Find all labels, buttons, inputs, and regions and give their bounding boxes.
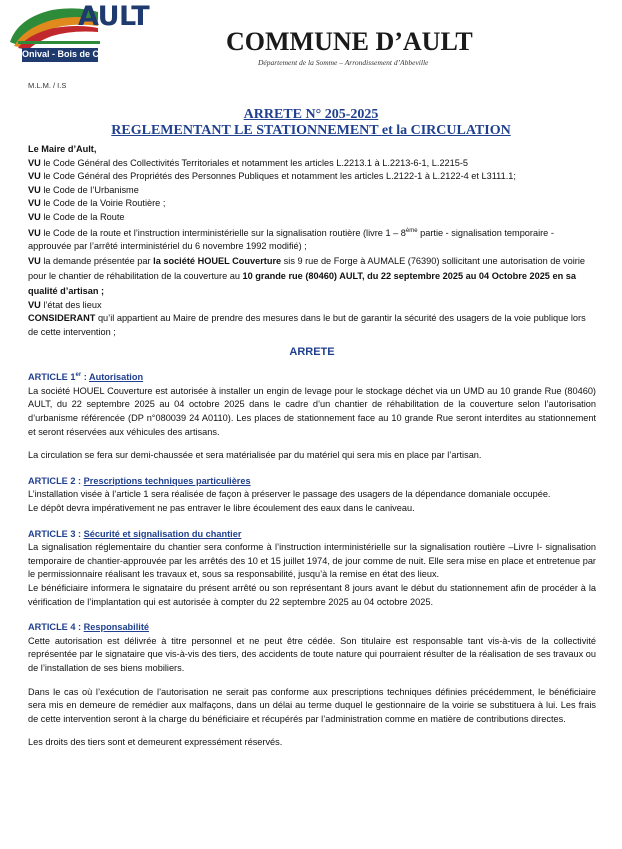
article-2-text-1: L’installation visée à l’article 1 sera réalisée de façon à préserver le passage des usagers de la dépendance domaniale occupée. [28,489,551,500]
arrete-heading: ARRETE [289,345,335,358]
vu-line-7: VU la demande présentée par la société HOUEL Couverture sis 9 rue de Forge à AUMALE (76390) sollicitant une autorisation de voirie pour le chantier de réhabilitation de la couverture au 10 grande rue (80460) AULT, du 22 septembre 2025 au 04 Octobre 2025 en sa qualité d’artisan ; [28,255,585,296]
article-4-text-3: Les droits des tiers sont et demeurent expressément réservés. [28,737,283,748]
arrete-subject: REGLEMENTANT LE STATIONNEMENT et la CIRCULATION [111,123,511,138]
logo-subtitle: Onival - Bois de Cise [22,49,112,59]
vu-line-6: VU le Code de la route et l’instruction interministérielle sur la signalisation routière (livre 1 – 8ème partie - signalisation temporaire - approuvée par l’arrêté interministériel du 6 novembre 1992 modifié) ; [28,227,554,252]
article-1-text: La société HOUEL Couverture est autorisée à installer un engin de levage pour le stockage déchet via un UMD au 10 grande Rue (80460) AULT, du 22 septembre 2025 au 04 octobre 2025 dans le cadre d’un chantier de réhabilitation de la couverture selon l’autorisation d’urbanisme référencée (DP n°080039 24 A0110). Les places de stationnement face au 10 grande Rue seront interdites au stationnement et seront réservées aux véhicules des artisans. [28,385,596,437]
vu-line-1: VU le Code Général des Collectivités Territoriales et notamment les articles L.2213.1 à L.2213-6-1, L.2215-5 [28,157,469,168]
logo-text: AULT [78,1,150,32]
document-body [28,143,596,750]
article-1-title: ARTICLE 1er : Autorisation [28,372,144,383]
vu-line-2: VU le Code Général des Propriétés des Personnes Publiques et notamment les articles L.2122-1 à L.2122-4 et L3111.1; [28,171,516,182]
article-2-title: ARTICLE 2 : Prescriptions techniques particulières [28,475,251,486]
article-3-text-1: La signalisation réglementaire du chantier sera conforme à l’instruction interministérielle sur la signalisation routière –Livre I- signalisation temporaire de chantier-approuvée par les arrêtés des 10 et 15 juillet 1974, de jour comme de nuit. Elle sera mise en place et entretenue par le permissionnaire réalisant les travaux et, sous sa responsabilité, jusqu’à la remise en état des lieux. [28,542,596,580]
article-3-title: ARTICLE 3 : Sécurité et signalisation du chantier [28,528,242,539]
vu-line-5: VU le Code de la Route [28,211,125,222]
vu-line-4: VU le Code de la Voirie Routière ; [28,198,166,209]
maire-line: Le Maire d’Ault, [28,144,97,154]
article-2-text-2: Le dépôt devra impérativement ne pas entraver le libre écoulement des eaux dans le caniveau. [28,503,415,513]
vu-line-8: VU l’état des lieux [28,299,102,310]
commune-title: COMMUNE D’AULT [226,27,473,56]
article-1-circulation: La circulation se fera sur demi-chaussée et sera matérialisée par du matériel qui sera mis en place par l’artisan. [28,450,482,461]
department-line: Département de la Somme – Arrondissement d’Abbeville [258,58,429,67]
considerant-line: CONSIDERANT qu’il appartient au Maire de prendre des mesures dans le but de garantir la sécurité des usagers de la voie publique lors de cette intervention ; [28,313,586,337]
reference-code: M.L.M. / I.S [28,81,67,90]
arrete-number: ARRETE N° 205-2025 [243,107,379,122]
article-4-text-2: Dans le cas où l’exécution de l’autorisation ne serait pas conforme aux prescriptions techniques définies précédemment, le bénéficiaire sera mis en demeure de remédier aux malfaçons, dans un délai au terme duquel le gestionnaire de la voirie se substituera à lui. Les frais de cette intervention seront à la charge du bénéficiaire et récupérés par l’administration comme en matière de contributions directes. [28,686,596,724]
article-3-text-2: Le bénéficiaire informera le signataire du présent arrêté ou son représentant 8 jours avant le début du stationnement afin de procéder à la vérification de l’implantation qui est autorisée à compter du 22 septembre 2025 au 04 octobre 2025. [28,582,596,607]
article-4-text-1: Cette autorisation est délivrée à titre personnel et ne peut être cédée. Son titulaire est responsable tant vis-à-vis de la collectivité représentée par le signataire que vis-à-vis des tiers, des accidents de toute nature qui pourraient résulter de la réalisation de ses travaux ou de l’installation de ses biens mobiliers. [28,635,596,673]
article-4-title: ARTICLE 4 : Responsabilité [28,622,149,633]
vu-line-3: VU le Code de l’Urbanisme [28,184,139,195]
